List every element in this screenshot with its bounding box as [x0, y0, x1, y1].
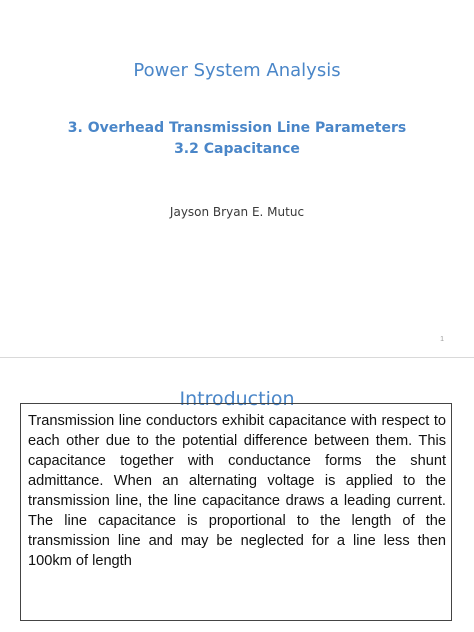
introduction-slide [0, 358, 474, 632]
presentation-title: Power System Analysis [133, 60, 341, 81]
author-name: Jayson Bryan E. Mutuc [169, 205, 305, 219]
introduction-body: Transmission line conductors exhibit capacitance with respect to each other due to the potential difference between them. This capacitance together with conductance forms the shunt admittance. When an alternating voltage is applied to the transmission line, the line capacitance draws a leading current. The line capacitance is proportional to the length of the transmission line and may be neglected for a line less then 100km of length [28, 413, 446, 569]
introduction-heading: Introduction [179, 388, 295, 410]
chapter-subtitle: 3. Overhead Transmission Line Parameters [67, 120, 407, 136]
section-subtitle: 3.2 Capacitance [174, 141, 300, 157]
page-number: 1 [440, 336, 444, 343]
